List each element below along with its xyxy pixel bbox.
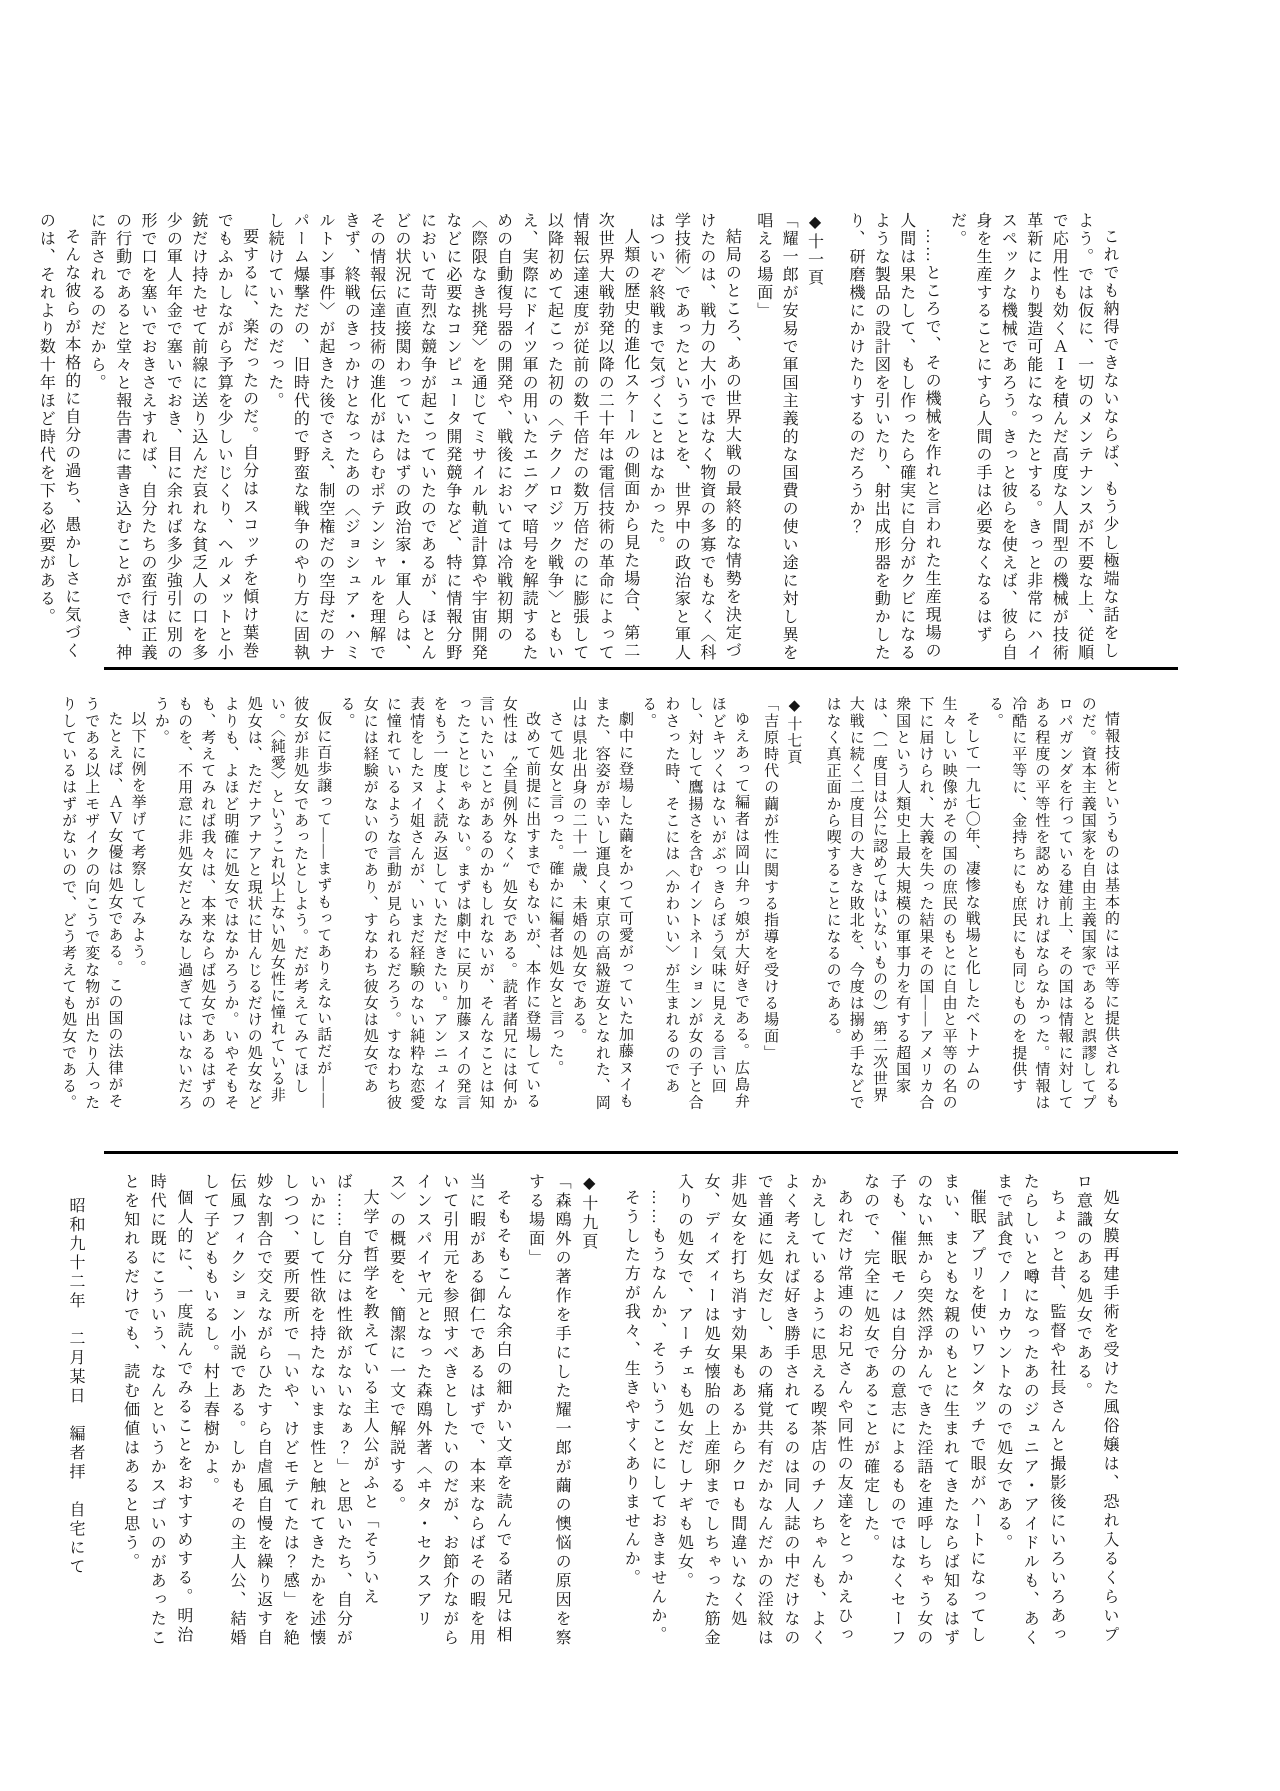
paragraph: 処女膜再建手術を受けた風俗嬢は、恐れ入るくらいプロ意識のある処女である。 — [1074, 1173, 1118, 1645]
text-band-top — [37, 212, 1122, 664]
section-heading: ◆十一頁 — [805, 212, 823, 287]
section-heading-title: 「耀一郎が安易で軍国主義的な国費の使い途に対し異を唱える場面」 — [754, 212, 798, 662]
text-band-middle — [60, 696, 1122, 1114]
paragraph: さて処女と言った。確かに編者は処女と言った。 — [547, 711, 564, 1077]
paragraph: 人類の歴史的進化スケールの側面から見た場合、第二次世界大戦勃発以降の二十年は電信技術の革命によって情報伝達速度が従前の数千倍だの数万倍だのに膨張して以降初めて起こった初の〈テクノロジック戦争〉ともいえ、実際にドイツ軍の用いたエニグマ暗号を解読するための自動復号器の開発や、戦後においては冷戦初期の〈際限なき挑発〉を通じてミサイル軌道計算や宇宙開発などに必要なコンピュータ開発競争など、特に情報分野において苛烈な競争が起こっていたのであるが、ほとんどの状況に直接関わっていたはずの政治家・軍人らは、その情報伝達技術の進化がはらむポテンシャルを理解できず、終戦のきっかけとなったあの〈ジョシュア・ハミルトン事件〉が起きた後でさえ、制空権だの空母だのナパーム爆撃だの、旧時代的で野蛮な戦争のやり方に固執し続けていたのだった。 — [266, 212, 639, 662]
separator-rule-2 — [104, 1151, 1178, 1154]
paragraph: そして一九七〇年、凄惨な戦場と化したベトナムの生々しい映像がその国の庶民のもとに自由と平等の名の下に届けられ、大義を失った結果その国——アメリカ合衆国という人類史上最大規模の軍事力を有する超国家は、（一度目は公に認めてはいないものの）第二次世界大戦に続く二度目の大きな敗北を、今度は搦め手などではなく真正面から喫することになるのである。 — [824, 696, 980, 1111]
paragraph: これでも納得できないならば、もう少し極端な話をしよう。では仮に、一切のメンテナンスが不要な上、従順で応用性も効くＡＩを積んだ高度な人間型の機械が技術革新により製造可能になったとする。きっと非常にハイスペックな機械であろう。きっと彼らを使えば、彼ら自身を生産することにすら人間の手は必要なくなるはずだ。 — [948, 212, 1118, 662]
paragraph: 改めて前提に出すまでもないが、本作に登場している女性は〝全員例外なく〟処女である。読者諸兄には何か言いたいことがあるのかもしれないが、そんなことは知ったことじゃあない。まずは劇中に戻り加藤ヌイの発言をもう一度よく読み返していただきたい。アンニュイな表情をしたヌイ姐さんが、いまだ経験のない純粋な恋愛に憧れているような言動が見られるだろう。すなわち彼女には経験がないのであり、すなわち彼女は処女である。 — [338, 696, 541, 1111]
paragraph: ゆえあって編者は岡山弁っ娘が大好きである。広島弁ほどキツくはないがぶっきらぼう気味に見える言い回し、対して鷹揚さを含むイントネーションが女の子と合わさった時、そこには〈かわいい〉が生まれるのである。 — [640, 696, 749, 1111]
paragraph: 劇中に登場した繭をかつて可愛がっていた加藤ヌイもまた、容姿が幸いし運良く東京の高級遊女となれた、岡山は県北出身の二十一歳、未婚の処女である。 — [570, 696, 633, 1111]
paragraph: 催眠アプリを使いワンタッチで眼がハートになってしまい、まともな親のもとに生まれてきたならば知るはずのない無から突然浮かんできた淫語を連呼しちゃう女の子も、催眠モノは自分の意志によるものではなくセーフなので、完全に処女であることが確定した。 — [861, 1173, 986, 1648]
paragraph: ……もうなんか、そういうことにしておきませんか。 — [648, 1189, 666, 1645]
colophon-date: 昭和九十二年 二月某日 編者拝 自宅にて — [67, 1197, 85, 1577]
paragraph: 以下に例を挙げて考察してみよう。 — [129, 711, 146, 977]
section-heading-title: 「吉原時代の繭が性に関する指導を受ける場面」 — [762, 696, 779, 1062]
paragraph: そんな彼らが本格的に自分の過ち、愚かしさに気づくのは、それより数十年ほど時代を下る必要がある。 — [37, 212, 80, 660]
paragraph: 大学で哲学を教えている主人公がふと「そういえば……自分には性欲がないなぁ？」と思いたち、自分がいかにして性欲を持たないまま性と触れてきたかを述懐しつつ、要所要所で「いや、けどモテてたは？感」を絶妙な割合で交えながらひたすら自虐風自慢を繰り返す自伝風フィクション小説である。しかもその主人公、結婚して子どももいるし。村上春樹かよ。 — [201, 1173, 378, 1648]
section-heading: ◆十七頁 — [785, 696, 802, 766]
paragraph: たとえば、ＡＶ女優は処女である。この国の法律がそうである以上モザイクの向こうで変な物が出たり入ったりしているはずがないので、どう考えても処女である。 — [60, 696, 123, 1111]
paragraph: 仮に百歩譲って——まずもってありえない話だが——彼女が非処女であったとしよう。だが考えてみてほしい。〈純愛〉というこれ以上ない処女性に憧れている非処女は、ただナアナアと現状に甘んじるだけの処女などよりも、よほど明確に処女ではなかろうか。いやそもそも、考えてみれば我々は、本来ならば処女であるはずのものを、不用意に非処女だとみなし過ぎてはいないだろうか。 — [152, 696, 332, 1111]
separator-rule-1 — [104, 667, 1178, 670]
paragraph: 結局のところ、あの世界大戦の最終的な情勢を決定づけたのは、戦力の大小ではなく物資の多寡でもなく〈科学技術〉であったということを、世界中の政治家と軍人はついぞ終戦まで気づくことはなかった。 — [647, 212, 741, 662]
section-heading: ◆十九頁 — [579, 1173, 597, 1252]
paragraph: そもそもこんな余白の細かい文章を読んでる諸兄は相当に暇がある御仁であるはずで、本来ならばその暇を用いて引用元を参照すべきとしたいのだが、お節介ながらインスパイヤ元となった森鴎外著〈ヰタ・セクスアリス〉の概要を、簡潔に一文で解説する。 — [387, 1173, 511, 1648]
paragraph: 情報技術というものは基本的には平等に提供されるものだ。資本主義国家を自由主義国家であると誤謬してプロパガンダを行っている建前上、その国は情報に対してある程度の平等性を認めなければならなかった。情報は冷酷に平等に、金持ちにも庶民にも同じものを提供する。 — [986, 696, 1119, 1111]
section-heading-title: 「森鴎外の著作を手にした耀一郎が繭の懊悩の原因を察する場面」 — [526, 1173, 571, 1648]
paragraph: そうした方が我々、生きやすくありませんか。 — [622, 1189, 640, 1588]
paragraph: 個人的に、一度読んでみることをおすすめする。明治時代に既にこういう、なんというかスゴいのがあったことを知れるだけでも、読む価値はあると思う。 — [121, 1173, 192, 1648]
paragraph: ……ところで、その機械を作れと言われた生産現場の人間は果たして、もし作ったら確実に自分がクビになるような製品の設計図を引いたり、射出成形器を動かしたり、研磨機にかけたりするのだろうか？ — [846, 212, 941, 662]
paragraph: あれだけ常連のお兄さんや同性の友達をとっかえひっかえしているように思える喫茶店のチノちゃんも、よくよく考えれば好き勝手されてるのは同人誌の中だけなので普通に処女だし、あの痛覚共有だかなんだかの淫紋は非処女を打ち消す効果もあるからクロも間違いなく処女、ディズィーは処女懐胎の上産卵までしちゃった筋金入りの処女で、アーチェも処女だしナギも処女。 — [675, 1173, 853, 1648]
text-band-bottom — [67, 1173, 1122, 1651]
paragraph: ちょっと昔、監督や社長さんと撮影後にいろいろあったらしいと噂になったあのジュニア・アイドルも、あくまで試食でノーカウントなので処女である。 — [994, 1173, 1065, 1648]
paragraph: 要するに、楽だったのだ。自分はスコッチを傾け葉巻でもふかしながら予算を少しいじくり、ヘルメットと小銃だけ持たせて前線に送り込んだ哀れな貧乏人の口を多少の軍人年金で塞いでおき、目に余れば多少強引に別の形で口を塞いでおきさえすれば、自分たちの蛮行は正義の行動であると堂々と報告書に書き込むことができ、神に許されるのだから。 — [88, 212, 258, 662]
